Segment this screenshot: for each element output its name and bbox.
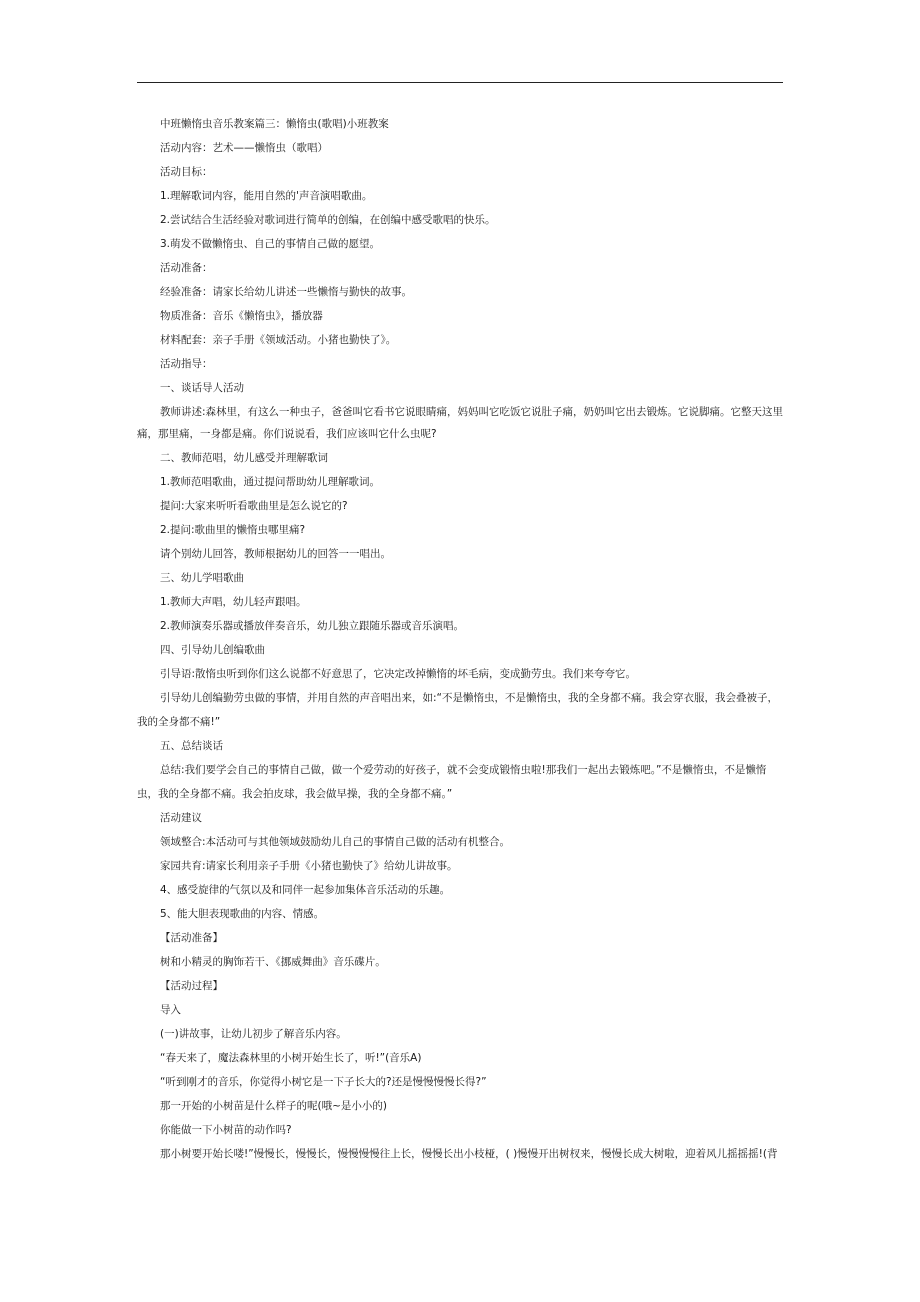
paragraph-31: 5、能大胆表现歌曲的内容、情感。 bbox=[160, 908, 325, 920]
paragraph-6: 3.萌发不做懒惰虫、自己的事情自己做的愿望。 bbox=[160, 238, 381, 250]
paragraph-26: 总结:我们要学会自己的事情自己做，做一个爱劳动的好孩子，就不会变成锻惰虫啦!那我们一起出去锻炼吧。”不是懒惰虫，不是懒惰虫，我的全身都不痛。我会拍皮球，我会做早操，我的全身都不痛。” bbox=[137, 764, 767, 800]
paragraph-3: 活动目标： bbox=[160, 166, 213, 178]
paragraph-15: 1.教师范唱歌曲，通过提问帮助幼儿理解歌词。 bbox=[160, 476, 381, 488]
paragraph-36: (一)讲故事，让幼儿初步了解音乐内容。 bbox=[160, 1028, 347, 1040]
paragraph-39: 那一开始的小树苗是什么样子的呢(哦~是小小的) bbox=[160, 1100, 387, 1112]
paragraph-35: 导入 bbox=[160, 1004, 181, 1016]
paragraph-1: 中班懒惰虫音乐教案篇三：懒惰虫(歌唱)小班教案 bbox=[160, 118, 389, 130]
paragraph-29: 家园共育:请家长利用亲子手册《小猪也勤快了》给幼儿讲故事。 bbox=[160, 860, 458, 872]
paragraph-4: 1.理解歌词内容，能用自然的'声音演唱歌曲。 bbox=[160, 190, 373, 202]
paragraph-13: 教师讲述:森林里，有这么一种虫子，爸爸叫它看书它说眼睛痛，妈妈叫它吃饭它说肚子痛，奶奶叫它出去锻炼。它说脚痛。它整天这里痛，那里痛，一身都是痛。你们说说看，我们应该叫它什么虫呢? bbox=[137, 406, 784, 440]
paragraph-23: 引导语:散惰虫听到你们这么说都不好意思了，它决定改掉懒惰的坏毛病，变成勤劳虫。我们来夸夸它。 bbox=[160, 668, 637, 680]
paragraph-32: 【活动准备】 bbox=[160, 932, 223, 944]
document-body bbox=[137, 112, 785, 1166]
header-rule bbox=[137, 82, 783, 83]
paragraph-7: 活动准备： bbox=[160, 262, 213, 274]
paragraph-20: 1.教师大声唱，幼儿轻声跟唱。 bbox=[160, 596, 307, 608]
paragraph-30: 4、感受旋律的气氛以及和同伴一起参加集体音乐活动的乐趣。 bbox=[160, 884, 451, 896]
paragraph-38: “听到刚才的音乐，你觉得小树它是一下子长大的?还是慢慢慢慢长得?” bbox=[160, 1076, 487, 1088]
paragraph-2: 活动内容：艺术——懒惰虫（歌唱） bbox=[160, 142, 328, 154]
paragraph-33: 树和小精灵的胸饰若干、《挪威舞曲》音乐碟片。 bbox=[160, 956, 386, 968]
paragraph-25: 五、总结谈话 bbox=[160, 740, 223, 752]
paragraph-41: 那小树要开始长喽!”慢慢长，慢慢长，慢慢慢慢往上长，慢慢长出小枝桠，( )慢慢开出树杈来，慢慢长成大树啦，迎着风儿摇摇摇!(背 bbox=[160, 1148, 778, 1160]
paragraph-19: 三、幼儿学唱歌曲 bbox=[160, 572, 244, 584]
paragraph-10: 材料配套：亲子手册《领域活动。小猪也勤快了》。 bbox=[160, 334, 397, 346]
paragraph-12: 一、谈话导人活动 bbox=[160, 382, 244, 394]
paragraph-14: 二、教师范唱，幼儿感受并理解歌词 bbox=[160, 452, 328, 464]
paragraph-22: 四、引导幼儿创编歌曲 bbox=[160, 644, 265, 656]
paragraph-8: 经验准备：请家长给幼儿讲述一些懒惰与勤快的故事。 bbox=[160, 286, 412, 298]
paragraph-28: 领域整合:本活动可与其他领域鼓励幼儿自己的事情自己做的活动有机整合。 bbox=[160, 836, 511, 848]
paragraph-18: 请个别幼儿回答，教师根据幼儿的回答一一唱出。 bbox=[160, 548, 391, 560]
paragraph-27: 活动建议 bbox=[160, 812, 202, 824]
paragraph-5: 2.尝试结合生活经验对歌词进行简单的创编，在创编中感受歌唱的快乐。 bbox=[160, 214, 496, 226]
paragraph-37: “春天来了，魔法森林里的小树开始生长了，听!”(音乐A) bbox=[160, 1052, 422, 1064]
paragraph-17: 2.提问:歌曲里的懒惰虫哪里痛? bbox=[160, 524, 306, 536]
paragraph-34: 【活动过程】 bbox=[160, 980, 223, 992]
paragraph-40: 你能做一下小树苗的动作吗? bbox=[160, 1124, 292, 1136]
paragraph-21: 2.教师演奏乐器或播放伴奏音乐，幼儿独立跟随乐器或音乐演唱。 bbox=[160, 620, 465, 632]
paragraph-16: 提问:大家来听听看歌曲里是怎么说它的? bbox=[160, 500, 348, 512]
paragraph-9: 物质准备：音乐《懒惰虫》，播放器 bbox=[160, 310, 323, 322]
paragraph-24: 引导幼儿创编勤劳虫做的事情，并用自然的声音唱出来，如:“不是懒惰虫，不是懒惰虫，我的全身都不痛。我会穿衣服，我会叠被子，我的全身都不痛!” bbox=[137, 692, 778, 728]
paragraph-11: 活动指导： bbox=[160, 358, 213, 370]
